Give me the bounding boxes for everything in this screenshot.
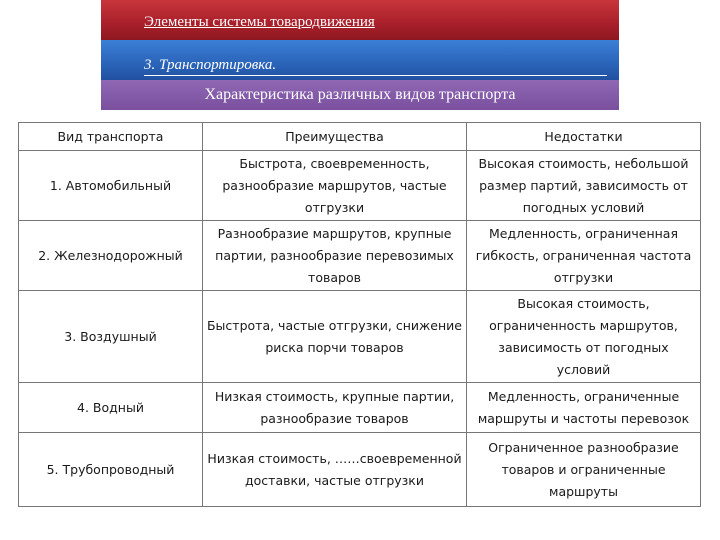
cell-disadvantages: Медленность, ограниченная гибкость, ограниченная частота отгрузки xyxy=(467,221,701,291)
table-row xyxy=(19,433,701,507)
column-header-advantages: Преимущества xyxy=(203,123,467,151)
cell-disadvantages: Ограниченное разнообразие товаров и ограниченные маршруты xyxy=(467,433,701,507)
cell-transport-type: 4. Водный xyxy=(19,383,203,433)
cell-disadvantages: Высокая стоимость, ограниченность маршрутов, зависимость от погодных условий xyxy=(467,291,701,383)
cell-disadvantages: Медленность, ограниченные маршруты и частоты перевозок xyxy=(467,383,701,433)
header-band-red xyxy=(101,0,619,40)
cell-transport-type: 3. Воздушный xyxy=(19,291,203,383)
cell-advantages: Быстрота, частые отгрузки, снижение риска порчи товаров xyxy=(203,291,467,383)
table-title: Характеристика различных видов транспорта xyxy=(204,86,516,103)
cell-transport-type: 2. Железнодорожный xyxy=(19,221,203,291)
cell-advantages: Разнообразие маршрутов, крупные партии, разнообразие перевозимых товаров xyxy=(203,221,467,291)
subtitle-divider xyxy=(144,75,607,76)
page-title: Элементы системы товародвижения xyxy=(144,14,375,30)
cell-transport-type: 5. Трубопроводный xyxy=(19,433,203,507)
cell-advantages: Низкая стоимость, ……своевременной доставки, частые отгрузки xyxy=(203,433,467,507)
column-header-disadvantages: Недостатки xyxy=(467,123,701,151)
transport-table xyxy=(18,122,701,507)
cell-disadvantages: Высокая стоимость, небольшой размер партий, зависимость от погодных условий xyxy=(467,151,701,221)
table-row xyxy=(19,291,701,383)
table-row xyxy=(19,383,701,433)
cell-transport-type: 1. Автомобильный xyxy=(19,151,203,221)
table-header-row xyxy=(19,123,701,151)
table-row xyxy=(19,221,701,291)
header-band-purple xyxy=(101,80,619,110)
column-header-type: Вид транспорта xyxy=(19,123,203,151)
table-row xyxy=(19,151,701,221)
cell-advantages: Быстрота, своевременность, разнообразие маршрутов, частые отгрузки xyxy=(203,151,467,221)
header-band-blue xyxy=(101,40,619,80)
cell-advantages: Низкая стоимость, крупные партии, разнообразие товаров xyxy=(203,383,467,433)
section-subtitle: 3. Транспортировка. xyxy=(144,57,277,73)
